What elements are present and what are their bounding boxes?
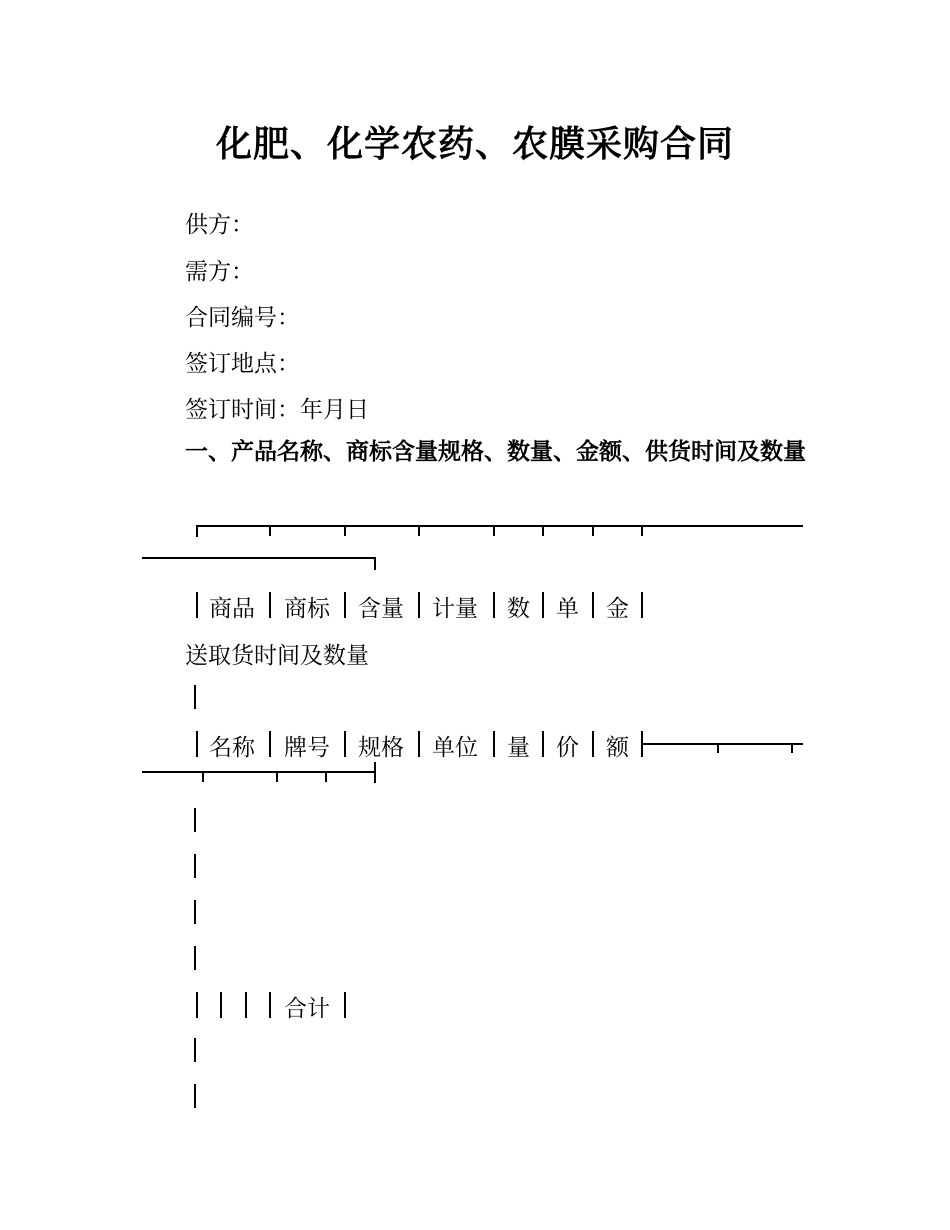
delivery-header: 送取货时间及数量 <box>185 643 369 669</box>
table-vertical-bar <box>194 946 196 970</box>
header-cell: 数 <box>507 596 530 622</box>
sign-place-field: 签订地点： <box>185 351 300 377</box>
buyer-field: 需方： <box>185 259 254 285</box>
header-cell: 量 <box>507 735 530 761</box>
table-vertical-bar <box>194 900 196 924</box>
table-vertical-bar <box>194 854 196 878</box>
header-cell: 商品 <box>209 596 255 622</box>
header-cell: 金 <box>606 596 629 622</box>
header-cell: 价 <box>556 735 579 761</box>
table-vertical-bar <box>194 1038 196 1062</box>
header-cell: 牌号 <box>284 735 330 761</box>
header-cell: 单位 <box>432 735 478 761</box>
header-cell: 额 <box>606 735 629 761</box>
header-cell: 含量 <box>358 596 404 622</box>
table-vertical-bar <box>194 808 196 832</box>
table-vertical-bar <box>194 685 196 709</box>
supplier-field: 供方： <box>185 212 254 238</box>
header-cell: 计量 <box>432 596 478 622</box>
header-cell: 单 <box>556 596 579 622</box>
total-label: 合计 <box>284 996 330 1022</box>
header-cell: 名称 <box>209 735 255 761</box>
document-title: 化肥、化学农药、农膜采购合同 <box>215 124 734 165</box>
section-1-heading: 一、产品名称、商标含量规格、数量、金额、供货时间及数量 <box>185 439 806 465</box>
contract-number-field: 合同编号： <box>185 305 300 331</box>
table-vertical-bar <box>194 1084 196 1108</box>
header-cell: 规格 <box>358 735 404 761</box>
header-cell: 商标 <box>284 596 330 622</box>
sign-time-field: 签订时间：年月日 <box>185 397 369 423</box>
